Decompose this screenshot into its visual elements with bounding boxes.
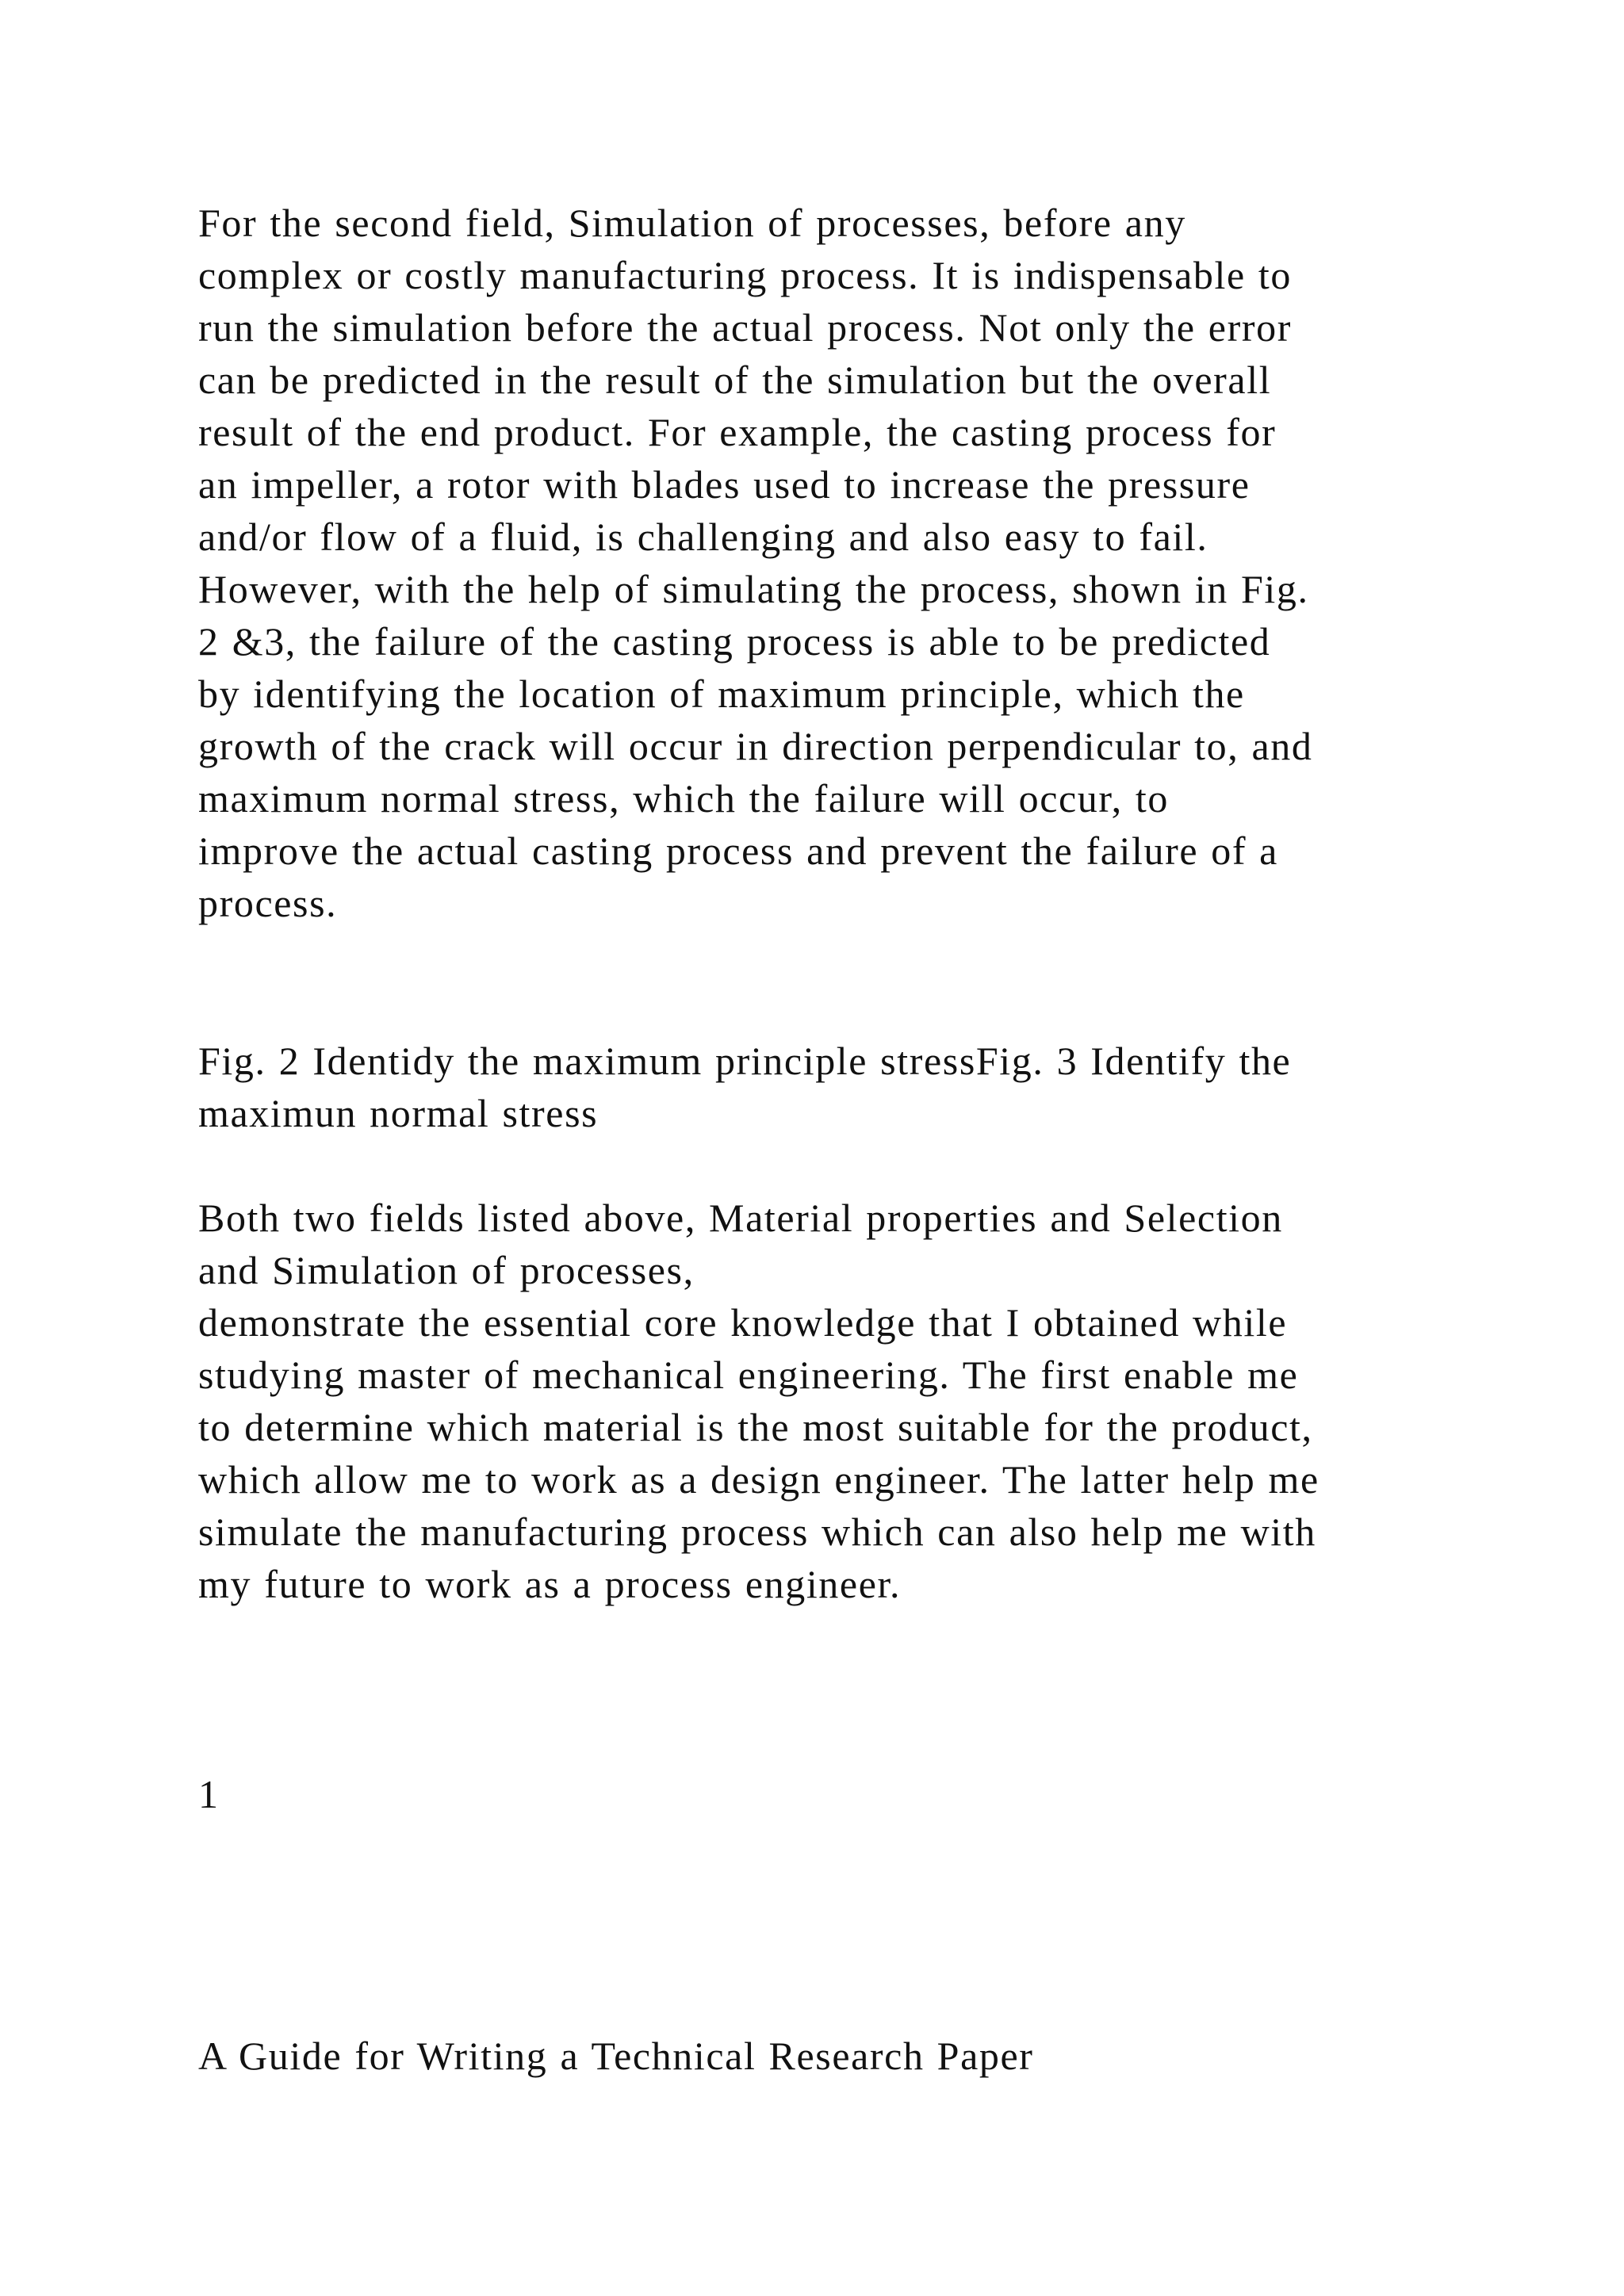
- footer-title: A Guide for Writing a Technical Research Paper: [198, 2034, 1034, 2078]
- paragraph-1-line: result of the end product. For example, the casting process for: [198, 410, 1277, 454]
- paragraph-2-line: and Simulation of processes,: [198, 1248, 695, 1292]
- paragraph-1-line: run the simulation before the actual process. Not only the error: [198, 305, 1292, 350]
- paragraph-1-line: complex or costly manufacturing process. It is indispensable to: [198, 253, 1293, 297]
- paragraph-1-line: growth of the crack will occur in direction perpendicular to, and: [198, 724, 1313, 768]
- paragraph-2-line: demonstrate the essential core knowledge that I obtained while: [198, 1300, 1288, 1345]
- paragraph-1-line: For the second field, Simulation of processes, before any: [198, 201, 1186, 245]
- figure-caption-line: Fig. 2 Identidy the maximum principle stressFig. 3 Identify the: [198, 1039, 1292, 1083]
- figure-caption-line: maximun normal stress: [198, 1091, 599, 1135]
- paragraph-1-line: maximum normal stress, which the failure will occur, to: [198, 776, 1169, 821]
- paragraph-2-line: simulate the manufacturing process which can also help me with: [198, 1510, 1316, 1554]
- paragraph-2-line: my future to work as a process engineer.: [198, 1562, 902, 1606]
- paragraph-1-line: by identifying the location of maximum principle, which the: [198, 672, 1245, 716]
- paragraph-2-line: studying master of mechanical engineering. The first enable me: [198, 1353, 1299, 1397]
- paragraph-2-line: which allow me to work as a design engineer. The latter help me: [198, 1457, 1320, 1502]
- paragraph-1-line: improve the actual casting process and prevent the failure of a: [198, 828, 1278, 873]
- paragraph-2-line: to determine which material is the most suitable for the product,: [198, 1405, 1313, 1449]
- paragraph-1-line: and/or flow of a fluid, is challenging and also easy to fail.: [198, 515, 1208, 559]
- paragraph-1-line: process.: [198, 881, 338, 925]
- paragraph-1-line: However, with the help of simulating the process, shown in Fig.: [198, 567, 1309, 611]
- paragraph-1-line: an impeller, a rotor with blades used to increase the pressure: [198, 462, 1251, 507]
- page-number: 1: [198, 1772, 220, 1816]
- paragraph-1-line: can be predicted in the result of the simulation but the overall: [198, 358, 1272, 402]
- paragraph-2-line: Both two fields listed above, Material properties and Selection: [198, 1196, 1283, 1240]
- paragraph-1-line: 2 &3, the failure of the casting process is able to be predicted: [198, 619, 1271, 664]
